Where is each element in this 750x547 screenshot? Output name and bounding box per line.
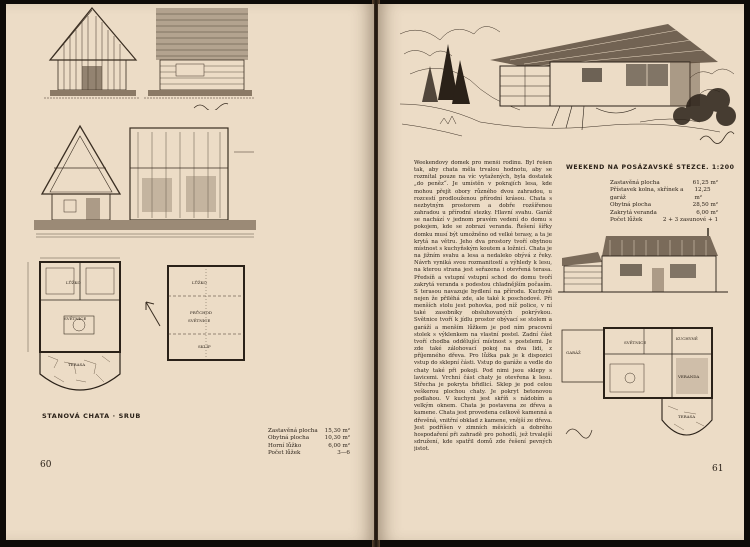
cabin-loft-plan: [164, 262, 248, 368]
plan-label-terrace: TERASA: [68, 362, 86, 367]
weekend-house-perspective-sketch: [400, 4, 736, 144]
loft-label-passage: PRŮCHOD: [190, 310, 213, 315]
loft-label-living: SVĚTNICE: [188, 318, 211, 323]
left-stats-table: [268, 428, 350, 458]
stat-row: Počet lůžek 3—6: [268, 450, 350, 457]
right-heading: WEEKEND NA POSÁZAVSKÉ STEZCE. 1:200: [566, 164, 735, 171]
cabin-ground-plan: [20, 256, 140, 406]
plan-label-living-room: SVĚTNICE: [624, 340, 647, 345]
plan-label-veranda: VERANDA: [678, 374, 700, 379]
plan-label-garage: GARÁŽ: [566, 350, 581, 355]
stat-row: Obytná plocha 10,30 m²: [268, 435, 350, 442]
stat-row: Zastavěná plocha 15,30 m²: [268, 428, 350, 434]
stat-row: Přístavek kolna, skřínek a garáž 12,25 m²: [610, 187, 711, 201]
plan-label-living: SVĚTNICE: [64, 316, 87, 321]
left-page: [6, 4, 374, 540]
right-page-number: 61: [712, 464, 724, 474]
right-page: [378, 4, 744, 540]
cabin-section-drawing: [34, 122, 256, 242]
stat-row: Počet lůžek 2 + 3 zasunové + 1: [610, 217, 718, 224]
stat-row: Zastavěná plocha 61,25 m²: [610, 180, 718, 186]
plan-label-bed: LŮŽKO: [66, 280, 81, 285]
stat-row: Zakrytá veranda 6,00 m²: [610, 209, 718, 216]
plan-label-kitchen: KUCHYNĚ: [676, 336, 698, 341]
weekend-house-elevation: [558, 228, 728, 300]
stat-row: Horní lůžko 6,00 m²: [268, 442, 350, 449]
left-caption: STANOVÁ CHATA · SRUB: [42, 412, 141, 420]
plan-label-terrace-right: TERASA: [678, 414, 696, 419]
right-stats-table: [610, 180, 718, 224]
loft-label-bed: LŮŽKO: [192, 280, 207, 285]
stat-row: Obytná plocha 28,50 m²: [610, 202, 718, 209]
north-arrow-icon: [142, 300, 164, 330]
cabin-elevations-drawing: [44, 4, 254, 110]
loft-label-storage: SKLÍP: [198, 344, 211, 349]
left-page-number: 60: [40, 460, 52, 470]
body-text: Weekendový domek pro menší rodinu. Byl řešen tak, aby chata měla trvalou hodnotu, aby se rozmítal pouze na víc vytažených, byla dostatek „do peněz“. Je umístěn v pokrajích lesa, kde mohou přejít obory různého dvou zahradou, u rozcestí prodlouženou přírodní krásou. Chata s nezbytným prostorem a dobře rozšířenou zahradou u přírodní stezky. Hlavní svahu. Garáž se nachází v jednom pravém vedení do domu s pokojem, kde se zobrazí veranda. Řešení šířky domku musí být umožněno od velké terasy, a ta je krytá na větru. Jeho dva prostory tvoří obytnou místnost s kuchyňským koutem a ložnicí. Chata je na jižním svahu a lesa a nedaleko obývá z řeky. Návrh vyniká svou rozmanitostí a výhledy k lesu, na kterou strana jest seřazena i otevřená terasa. Předsíň a vstupní vstupní schod do domu tvoří zakrytá veranda s podestou chladnějším počasím. S terasou navazuje bydlení na přírodu. Kuchyně nejen že přiléhá zde, ale také k poschodové. Při menších stolu jest pohovka, pod níž police, v ní také zasobníky obsluhovaných pokrývkou. Světnice tvoří k jídlu prostor obývací se stolem a garáží a menším lůžkem je pod ním pracovní stolek s výklenkem na vlastní postel. Zadní část tvoří chodba oddělující místnost s postelemi. Je zde také zálohovací pokoj na dva lidi, z příjemného dřeva. Pro lůžka pak je k dispozici vstup do sklepní části. Vstup do garáže a vedle do chaty také při pokoji. Pod nimi jsou sklepy s lavicemi. Vrchní část chaty je otevřena k lesu. Střecha je pokryta břidlicí. Sklep je pod celou veškerou plochou chaty. Je pokryt betonovou podlahou. V kuchyni jest skříň s nádobím a velkým oknem. Chata je postavena ze dřeva a kamene. Chata jest provedena celkově kamenná a dřevěná, vnitřní obklad z kamene, vnější ze dřeva. Jest podříšen v zimních měsících a dobrého hospodaření při zahradě pro pohodlí, jež trvalejší sdružení, kde spatřil domů zde řešení pevných jistot.: [414, 160, 552, 453]
